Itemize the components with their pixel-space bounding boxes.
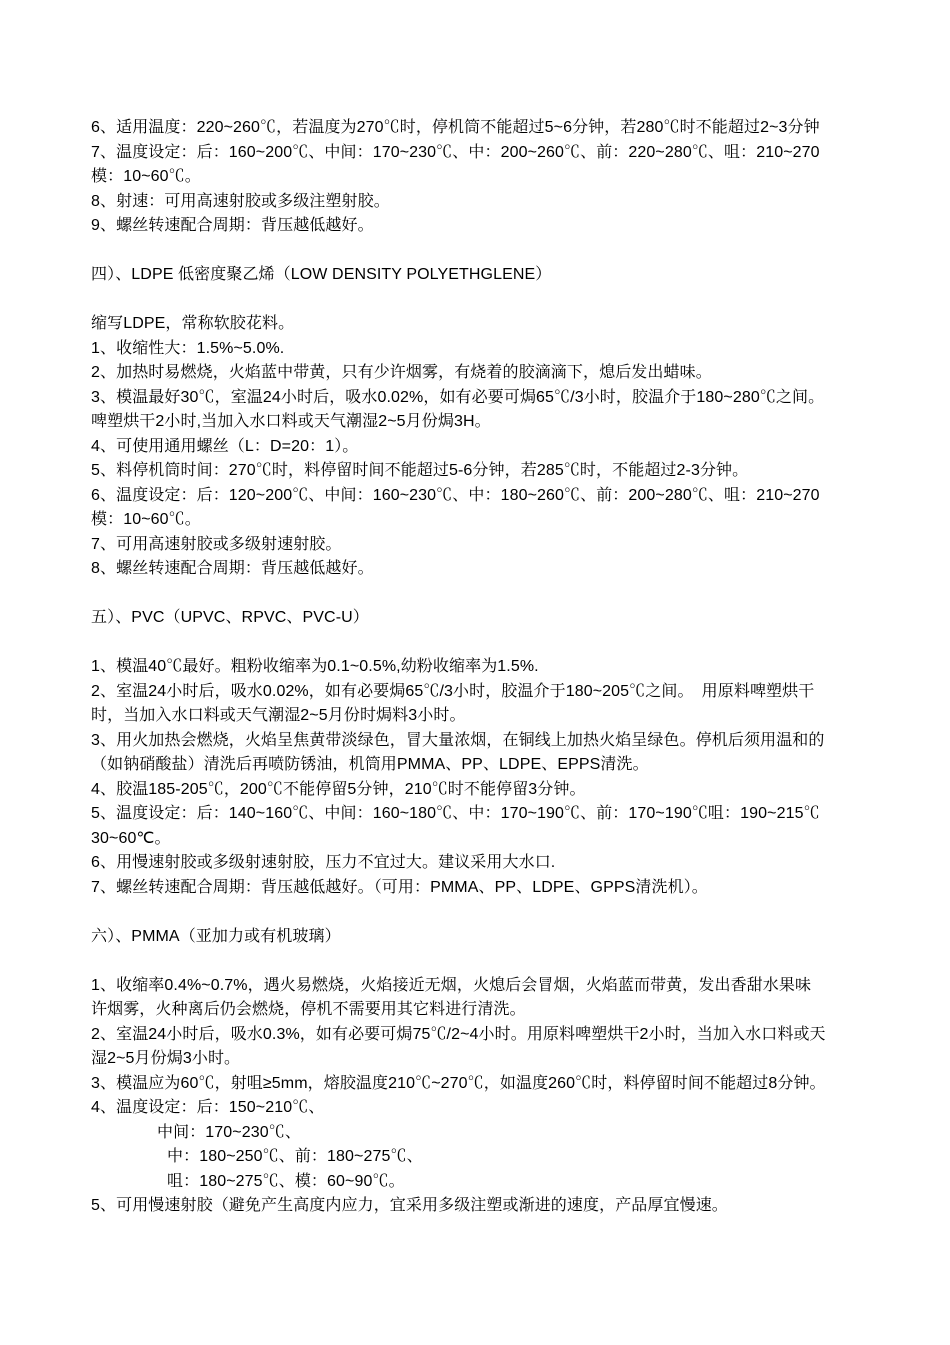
text-line-indented: 中：180~250℃、前：180~275℃、 (167, 1148, 423, 1165)
blank-line (91, 288, 950, 313)
text-line: 3、用火加热会燃烧，火焰呈焦黄带淡绿色，冒大量浓烟，在铜线上加热火焰呈绿色。停机后须用温和的 (91, 731, 825, 749)
text-line: 8、螺丝转速配合周期：背压越低越好。 (91, 560, 374, 577)
blank-line (91, 631, 950, 656)
blank-line (91, 239, 950, 264)
text-line: 7、螺丝转速配合周期：背压越低越好。（可用：PMMA、PP、LDPE、GPPS清洗机）。 (91, 878, 708, 896)
text-line: 3、模温最好30℃，室温24小时后，吸水0.02%，如有必要可焗65℃/3小时，胶温介于180~280℃之间。 (91, 388, 825, 406)
text-line: 5、可用慢速射胶（避免产生高度内应力，宜采用多级注塑或渐进的速度，产品厚宜慢速。 (91, 1197, 728, 1214)
text-line: 1、收缩率0.4%~0.7%，遇火易燃烧，火焰接近无烟，火熄后会冒烟，火焰蓝而带黄，发出香甜水果味 (91, 976, 812, 994)
text-line-indented: 咀：180~275℃、模：60~90℃。 (167, 1172, 405, 1190)
text-line: 9、螺丝转速配合周期：背压越低越好。 (91, 217, 374, 234)
text-line-indented: 中间：170~230℃、 (157, 1123, 301, 1141)
text-line: 模：10~60℃。 (91, 168, 201, 185)
text-line: 4、温度设定：后：150~210℃、 (91, 1099, 325, 1116)
text-line: 啤塑烘干2小时,当加入水口料或天气潮湿2~5月份焗3H。 (91, 413, 491, 430)
text-line: 30~60℃。 (91, 829, 171, 847)
text-line: 湿2~5月份焗3小时。 (91, 1050, 241, 1067)
text-line: 缩写LDPE，常称软胶花料。 (91, 315, 295, 332)
text-line: 2、室温24小时后，吸水0.02%，如有必要焗65℃/3小时，胶温介于180~205℃之间。 用原料啤塑烘干 (91, 682, 815, 700)
text-line: 4、胶温185-205℃，200℃不能停留5分钟，210℃时不能停留3分钟。 (91, 780, 586, 798)
text-line: 时，当加入水口料或天气潮湿2~5月份时焗料3小时。 (91, 707, 466, 724)
text-line: 2、加热时易燃烧，火焰蓝中带黄，只有少许烟雾，有烧着的胶滴滴下，熄后发出蜡味。 (91, 364, 712, 381)
section-heading-ldpe: 四）、LDPE 低密度聚乙烯（LOW DENSITY POLYETHGLENE） (91, 266, 552, 283)
blank-line (91, 949, 950, 974)
document-body (91, 116, 950, 1219)
text-line: 7、可用高速射胶或多级射速射胶。 (91, 535, 342, 553)
text-line: 5、料停机筒时间：270℃时，料停留时间不能超过5-6分钟，若285℃时，不能超过2-3分钟。 (91, 462, 749, 479)
text-line: 3、模温应为60℃，射咀≥5mm，熔胶温度210℃~270℃，如温度260℃时，料停留时间不能超过8分钟。 (91, 1074, 826, 1092)
text-line: 1、收缩性大：1.5%~5.0%. (91, 339, 285, 357)
text-line: 4、可使用通用螺丝（L：D=20：1）。 (91, 437, 359, 455)
text-line: 6、温度设定：后：120~200℃、中间：160~230℃、中：180~260℃、前：200~280℃、咀：210~270 (91, 486, 820, 504)
text-line: 8、射速：可用高速射胶或多级注塑射胶。 (91, 192, 390, 210)
text-line: 许烟雾，火种离后仍会燃烧，停机不需要用其它料进行清洗。 (91, 1001, 526, 1018)
text-line: 6、适用温度：220~260℃，若温度为270℃时，停机筒不能超过5~6分钟，若280℃时不能超过2~3分钟 (91, 119, 820, 136)
text-line: 1、模温40℃最好。粗粉收缩率为0.1~0.5%,幼粉收缩率为1.5%. (91, 658, 539, 675)
text-line: 2、室温24小时后，吸水0.3%，如有必要可焗75℃/2~4小时。用原料啤塑烘干2小时，当加入水口料或天 (91, 1025, 826, 1043)
section-heading-pmma: 六）、PMMA（亚加力或有机玻璃） (91, 927, 341, 945)
blank-line (91, 582, 950, 607)
text-line: 6、用慢速射胶或多级射速射胶，压力不宜过大。建议采用大水口. (91, 854, 556, 871)
blank-line (91, 900, 950, 925)
section-heading-pvc: 五）、PVC（UPVC、RPVC、PVC-U） (91, 609, 369, 626)
text-line: 模：10~60℃。 (91, 511, 201, 528)
text-line: 7、温度设定：后：160~200℃、中间：170~230℃、中：200~260℃、前：220~280℃、咀：210~270 (91, 143, 820, 161)
text-line: （如钠硝酸盐）清洗后再喷防锈油，机筒用PMMA、PP、LDPE、EPPS清洗。 (91, 756, 649, 773)
text-line: 5、温度设定：后：140~160℃、中间：160~180℃、中：170~190℃、前：170~190℃咀：190~215℃ (91, 805, 820, 822)
